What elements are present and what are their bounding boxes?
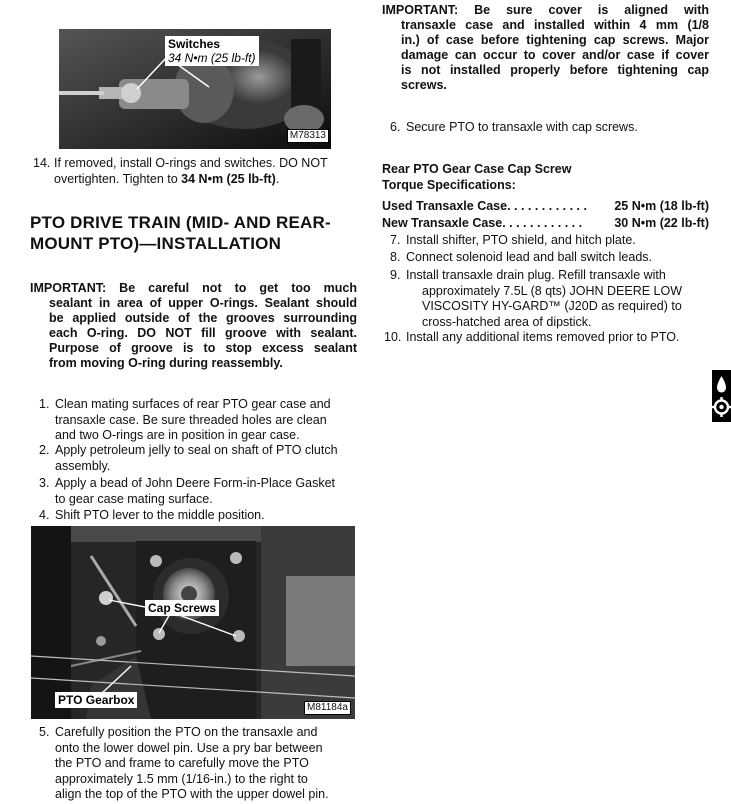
step-5-line-4: approximately 1.5 mm (1/16-in.) to the right to <box>55 771 308 786</box>
step-6-number: 6. <box>390 120 401 134</box>
torque-spec-new-label: New Transaxle Case <box>382 216 503 230</box>
side-tab <box>712 370 731 422</box>
important-left-line-3: be applied outside of the grooves surrounding <box>49 311 357 325</box>
step-3-line-2: to gear case mating surface. <box>55 491 213 506</box>
torque-spec-used-value: 25 N•m (18 lb-ft) <box>614 199 709 213</box>
step-14-torque: 34 N•m (25 lb-ft) <box>181 171 276 186</box>
step-4-number: 4. <box>39 508 50 522</box>
important-note-left <box>30 281 357 371</box>
step-14 <box>33 156 353 188</box>
torque-spec-title-line-1: Rear PTO Gear Case Cap Screw <box>382 162 572 176</box>
important-note-right <box>382 3 709 93</box>
important-right-line-2: transaxle case and installed within 4 mm (1/8 <box>401 18 709 32</box>
torque-spec-used-label: Used Transaxle Case <box>382 199 508 213</box>
important-right-line-5: is not installed properly before tightening cap <box>401 63 709 77</box>
step-5-line-2: onto the lower dowel pin. Use a pry bar between <box>55 740 323 755</box>
step-9-line-2: approximately 7.5L (8 qts) JOHN DEERE LOW <box>422 283 683 298</box>
torque-spec-new-value: 30 N•m (22 lb-ft) <box>614 216 709 230</box>
step-2-line-1: Apply petroleum jelly to seal on shaft of PTO clutch <box>55 443 338 457</box>
step-6-line-1: Secure PTO to transaxle with cap screws. <box>406 120 638 134</box>
step-5-line-1: Carefully position the PTO on the transaxle and <box>55 725 318 739</box>
step-2-line-2: assembly. <box>55 458 111 473</box>
step-9-line-4: cross-hatched area of dipstick. <box>422 314 592 329</box>
switches-callout-value: 34 N•m (25 lb-ft) <box>168 51 256 65</box>
important-left-line-5: Purpose of groove is to stop excess sealant <box>49 341 357 355</box>
torque-spec-title <box>382 161 571 193</box>
important-left-line-1: IMPORTANT: Be careful not to get too much <box>30 281 357 295</box>
step-9-line-1: Install transaxle drain plug. Refill transaxle with <box>406 268 666 282</box>
step-7-line-1: Install shifter, PTO shield, and hitch plate. <box>406 233 636 247</box>
step-9-number: 9. <box>390 268 401 282</box>
step-8-number: 8. <box>390 250 401 264</box>
torque-spec-new-dots: . . . . . . . . . . . . <box>502 216 583 230</box>
step-2-number: 2. <box>39 443 50 457</box>
important-right-line-1: IMPORTANT: Be sure cover is aligned with <box>382 3 709 17</box>
important-left-line-6: from moving O-ring during reassembly. <box>49 356 283 370</box>
oil-drop-gear-icon <box>712 370 731 422</box>
figure-id-bottom: M81184a <box>304 701 351 715</box>
important-right-line-3: in.) of case before tightening cap screws. Major <box>401 33 709 47</box>
important-right-line-4: damage can occur to cover and/or case if cover <box>401 48 709 62</box>
cap-screws-callout: Cap Screws <box>145 600 219 616</box>
pto-gearbox-callout: PTO Gearbox <box>55 692 137 708</box>
section-heading-line-1: PTO DRIVE TRAIN (MID- AND REAR- <box>30 213 331 232</box>
step-14-line-1: If removed, install O-rings and switches. DO NOT <box>54 156 328 170</box>
section-heading <box>30 212 331 254</box>
switches-callout-title: Switches <box>168 37 221 51</box>
step-1-line-1: Clean mating surfaces of rear PTO gear case and <box>55 397 331 411</box>
torque-spec-row-used <box>382 198 709 214</box>
step-5-line-5: align the top of the PTO with the upper dowel pin. <box>55 787 329 801</box>
step-8-line-1: Connect solenoid lead and ball switch leads. <box>406 250 652 264</box>
step-14-text <box>54 156 328 187</box>
switches-photo <box>59 29 331 149</box>
pto-gearbox-photo-art <box>31 526 355 719</box>
step-3-line-1: Apply a bead of John Deere Form-in-Place Gasket <box>55 476 335 490</box>
important-right-line-6: screws. <box>401 78 447 92</box>
step-4-line-1: Shift PTO lever to the middle position. <box>55 508 265 522</box>
step-7-number: 7. <box>390 233 401 247</box>
step-14-line-2: overtighten. Tighten to <box>54 171 182 186</box>
step-1-line-2: transaxle case. Be sure threaded holes are clean <box>55 412 327 427</box>
step-10-number: 10. <box>384 330 402 344</box>
figure-id-top: M78313 <box>287 129 329 143</box>
torque-spec-title-line-2: Torque Specifications: <box>382 178 516 192</box>
switches-callout <box>165 36 259 66</box>
step-3-number: 3. <box>39 476 50 490</box>
step-5-line-3: the PTO and frame to carefully move the PTO <box>55 756 309 770</box>
step-1-number: 1. <box>39 397 50 411</box>
important-left-line-2: sealant in area of upper O-rings. Sealant should <box>49 296 357 310</box>
step-9-line-3: VISCOSITY HY-GARD™ (J20D as required) to <box>422 299 682 313</box>
step-14-number: 14. <box>33 156 51 170</box>
step-14-end: . <box>275 171 280 186</box>
section-heading-line-2: MOUNT PTO)—INSTALLATION <box>30 234 282 253</box>
important-left-line-4: each O-ring. DO NOT fill groove with sealant. <box>49 326 357 340</box>
pto-gearbox-photo <box>31 526 355 719</box>
step-5-number: 5. <box>39 725 50 739</box>
step-1-line-3: and two O-rings are in position in gear case. <box>55 428 300 442</box>
torque-spec-row-new <box>382 215 709 231</box>
step-10-line-1: Install any additional items removed prior to PTO. <box>406 330 680 344</box>
torque-spec-used-dots: . . . . . . . . . . . . <box>507 199 587 213</box>
